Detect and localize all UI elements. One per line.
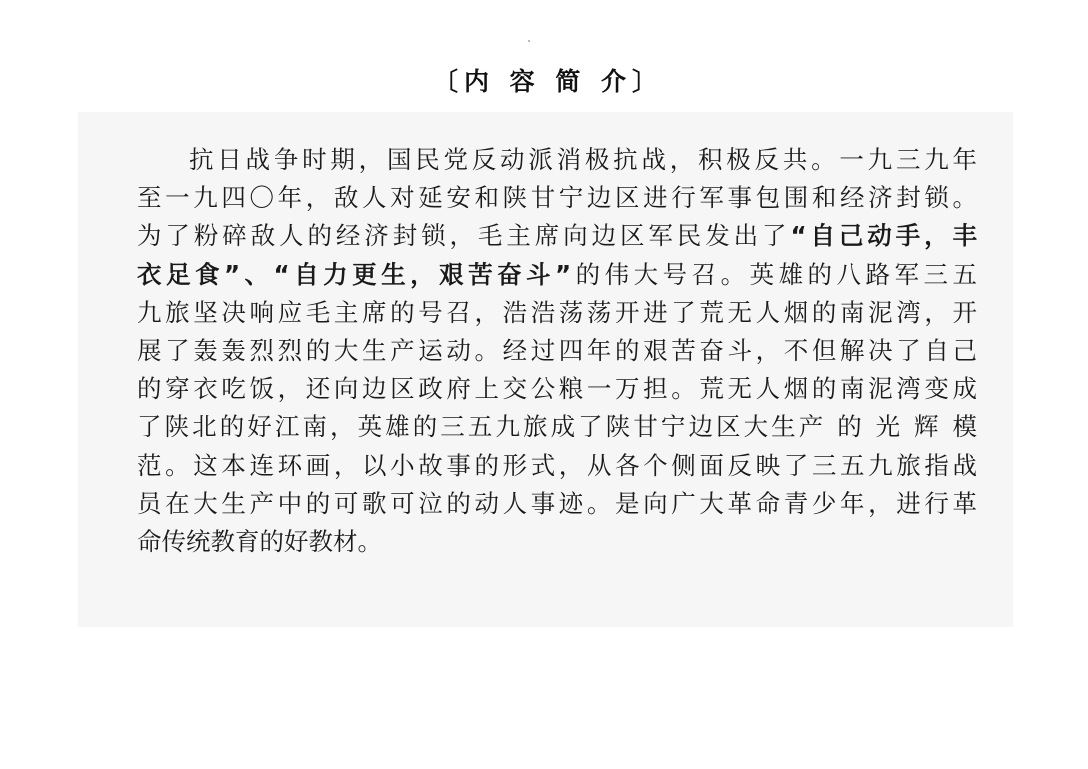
paragraph-line: [137, 523, 977, 561]
text-run: 了陕北的好江南，英雄的三五九旅成了陕甘宁边区大生产 的 光 辉 模: [137, 412, 977, 442]
text-run: 展了轰轰烈烈的大生产运动。经过四年的艰苦奋斗，不但解决了自己: [137, 335, 977, 365]
bold-slogan: 衣足食”、“自力更生，艰苦奋斗”: [137, 259, 572, 289]
text-run: 员在大生产中的可歌可泣的动人事迹。是向广大革命青少年，进行革: [137, 488, 977, 518]
text-run: 至一九四〇年，敌人对延安和陕甘宁边区进行军事包围和经济封锁。: [137, 183, 977, 213]
paragraph-line: [137, 447, 977, 485]
paragraph-line: [137, 332, 977, 370]
text-run: 九旅坚决响应毛主席的号召，浩浩荡荡开进了荒无人烟的南泥湾，开: [137, 297, 977, 327]
paragraph-line: [137, 408, 977, 446]
paragraph-line: [137, 485, 977, 523]
text-run: 范。这本连环画，以小故事的形式，从各个侧面反映了三五九旅指战: [137, 450, 977, 480]
scan-speck: [528, 40, 530, 42]
page-title: 〔内 容 简 介〕: [432, 67, 664, 96]
text-run: 命传统教育的好教材。: [137, 526, 382, 556]
paragraph-line: [137, 256, 977, 294]
text-run: 的伟大号召。英雄的八路军三五: [571, 259, 978, 289]
paragraph-line: [137, 141, 977, 179]
paragraph-line: [137, 217, 977, 255]
paragraph-line: [137, 294, 977, 332]
text-run: 为了粉碎敌人的经济封锁，毛主席向边区军民发出了: [137, 221, 791, 251]
paragraph-line: [137, 370, 977, 408]
paragraph-line: [137, 179, 977, 217]
synopsis-paragraph: [137, 141, 977, 561]
bold-slogan: “自己动手，丰: [790, 221, 977, 251]
text-run: 抗日战争时期，国民党反动派消极抗战，积极反共。一九三九年: [189, 145, 977, 174]
text-run: 的穿衣吃饭，还向边区政府上交公粮一万担。荒无人烟的南泥湾变成: [137, 374, 977, 404]
